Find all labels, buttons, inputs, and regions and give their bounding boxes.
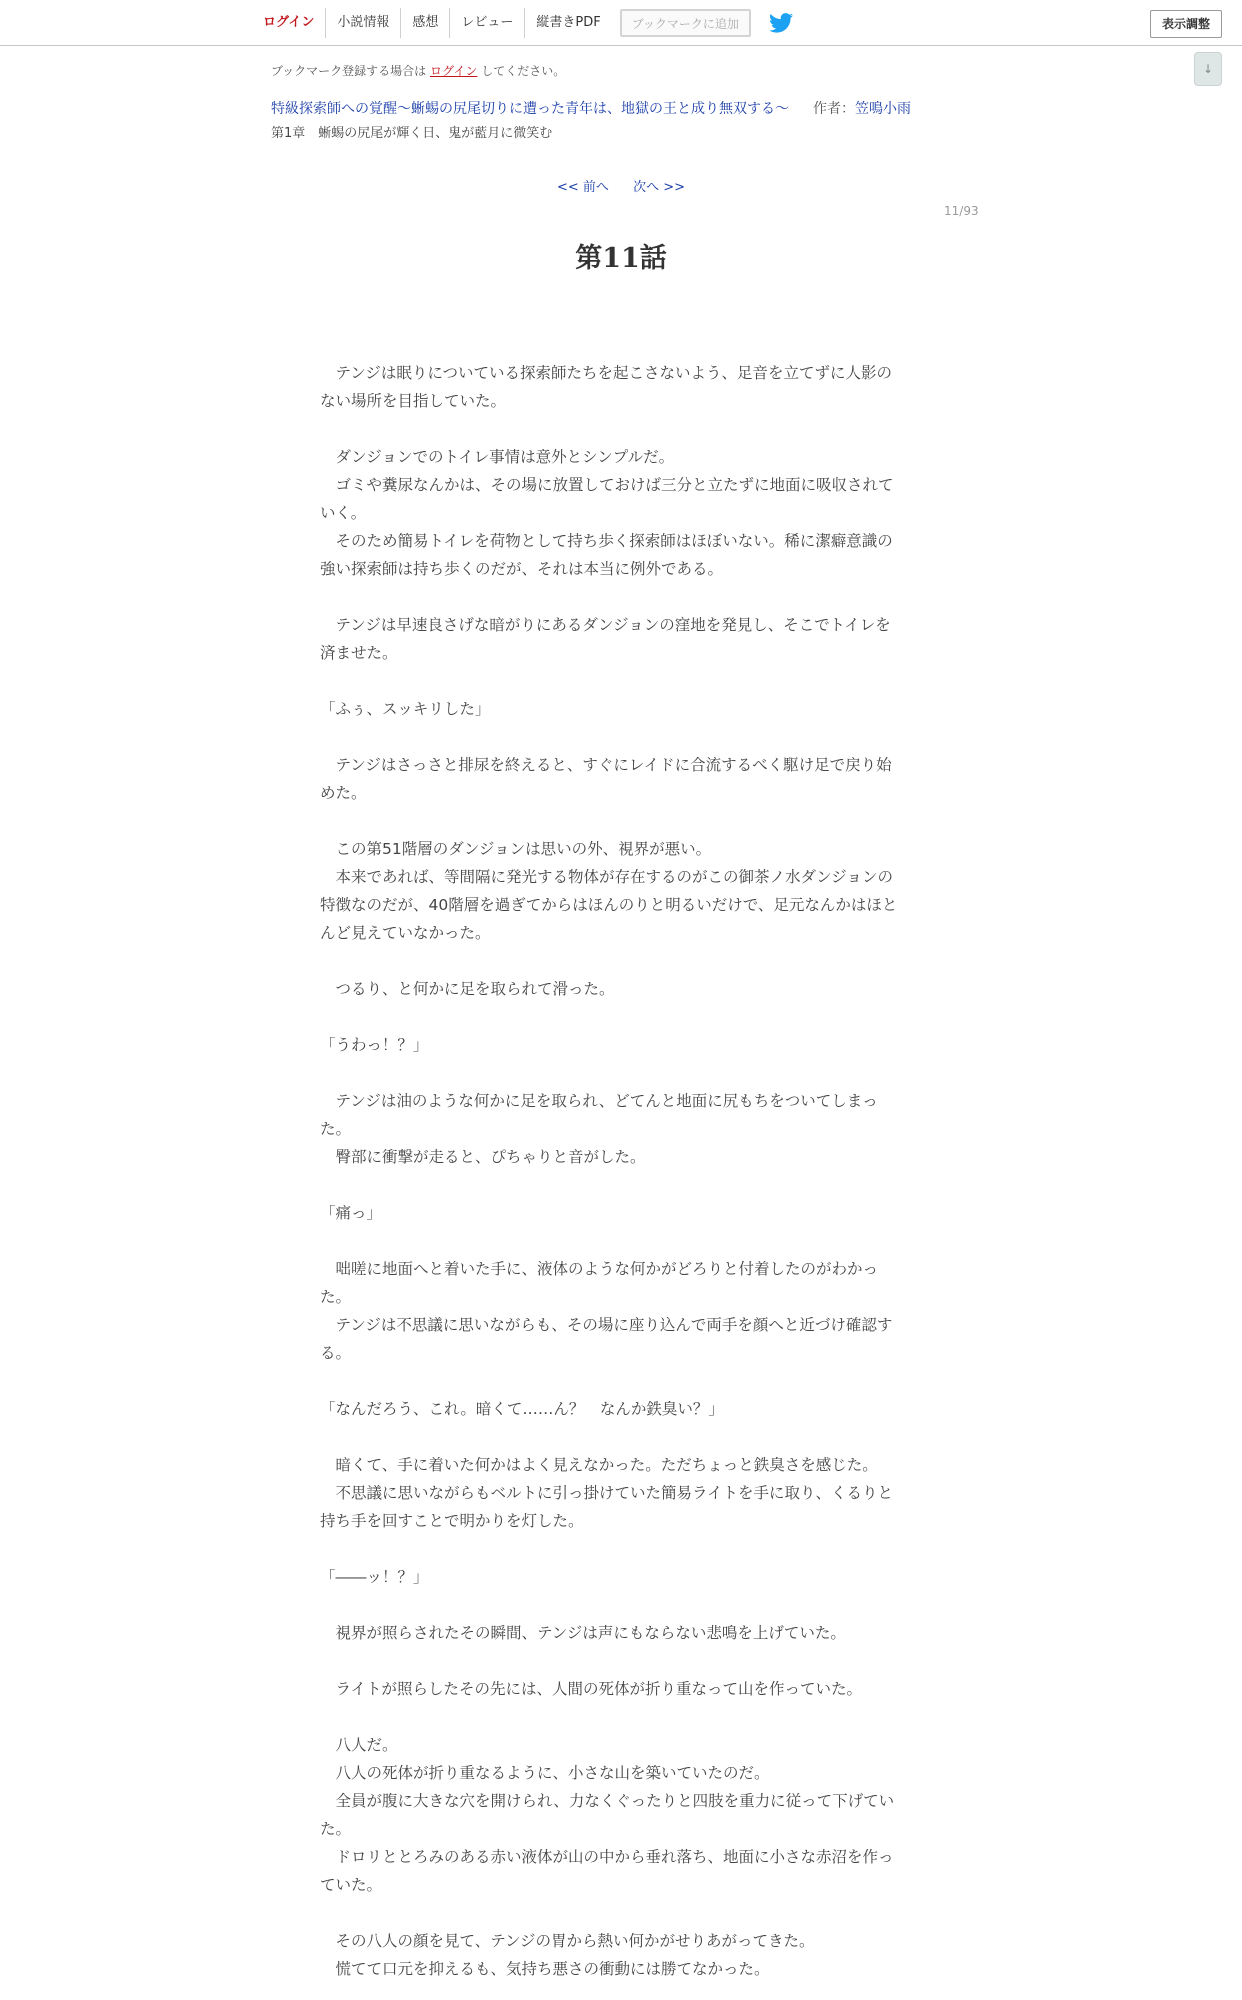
body-line bbox=[320, 1703, 920, 1731]
body-line bbox=[320, 1899, 920, 1927]
twitter-icon[interactable] bbox=[769, 12, 795, 34]
body-line bbox=[320, 1423, 920, 1451]
body-line: 全員が腹に大きな穴を開けられ、力なくぐったりと四肢を重力に従って下げてい bbox=[320, 1792, 895, 1810]
body-line bbox=[320, 1171, 920, 1199]
body-line bbox=[320, 1591, 920, 1619]
scroll-down-button[interactable]: ↓ bbox=[1194, 52, 1222, 86]
notice-login-link[interactable]: ログイン bbox=[429, 64, 478, 78]
body-line: る。 bbox=[320, 1344, 352, 1362]
body-line: 「――ッ！？」 bbox=[320, 1568, 429, 1586]
body-line: その八人の顔を見て、テンジの胃から熱い何かがせりあがってきた。 bbox=[320, 1932, 815, 1950]
body-line: この第51階層のダンジョンは思いの外、視界が悪い。 bbox=[320, 840, 712, 858]
body-line: 「ふぅ、スッキリした」 bbox=[320, 700, 491, 718]
chapter-title: 第1章 蜥蜴の尻尾が輝く日、鬼が藍月に微笑む bbox=[271, 126, 553, 141]
body-line: ゴミや糞尿なんかは、その場に放置しておけば三分と立たずに地面に吸収されて bbox=[320, 476, 894, 494]
body-line: ていた。 bbox=[320, 1876, 383, 1894]
body-line: そのため簡易トイレを荷物として持ち歩く探索師はほぼいない。稀に潔癖意識の bbox=[320, 532, 893, 550]
body-line: テンジは油のような何かに足を取られ、どてんと地面に尻もちをついてしまっ bbox=[320, 1092, 878, 1110]
episode-body bbox=[320, 359, 920, 1983]
body-line: 慌てて口元を抑えるも、気持ち悪さの衝動には勝てなかった。 bbox=[320, 1960, 770, 1978]
body-line: ドロリととろみのある赤い液体が山の中から垂れ落ち、地面に小さな赤沼を作っ bbox=[320, 1848, 894, 1866]
review-link[interactable]: レビュー bbox=[450, 8, 525, 38]
body-line: ライトが照らしたその先には、人間の死体が折り重なって山を作っていた。 bbox=[320, 1680, 863, 1698]
body-line: つるり、と何かに足を取られて滑った。 bbox=[320, 980, 615, 998]
episode-title: 第11話 bbox=[575, 243, 667, 274]
impressions-link[interactable]: 感想 bbox=[401, 8, 450, 38]
body-line: 「うわっ！？」 bbox=[320, 1036, 429, 1054]
body-line bbox=[320, 723, 920, 751]
body-line bbox=[320, 1059, 920, 1087]
body-line bbox=[320, 667, 920, 695]
body-line: 不思議に思いながらもベルトに引っ掛けていた簡易ライトを手に取り、くるりと bbox=[320, 1484, 894, 1502]
header-bar bbox=[0, 0, 1242, 46]
author-label: 作者： bbox=[813, 101, 855, 117]
body-line: ダンジョンでのトイレ事情は意外とシンプルだ。 bbox=[320, 448, 675, 466]
body-line: いく。 bbox=[320, 504, 367, 522]
body-line: テンジはさっさと排尿を終えると、すぐにレイドに合流するべく駆け足で戻り始 bbox=[320, 756, 892, 774]
body-line: 視界が照らされたその瞬間、テンジは声にもならない悲鳴を上げていた。 bbox=[320, 1624, 846, 1642]
notice-text-after: してください。 bbox=[477, 64, 566, 78]
body-line: 臀部に衝撃が走ると、ぴちゃりと音がした。 bbox=[320, 1148, 646, 1166]
body-line: めた。 bbox=[320, 784, 367, 802]
body-line: 特徴なのだが、40階層を過ぎてからはほんのりと明るいだけで、足元なんかはほと bbox=[320, 896, 898, 914]
episode-pager bbox=[0, 176, 1242, 195]
body-line: テンジは早速良さげな暗がりにあるダンジョンの窪地を発見し、そこでトイレを bbox=[320, 616, 891, 634]
notice-text-before: ブックマーク登録する場合は bbox=[271, 64, 430, 78]
body-line: 八人だ。 bbox=[320, 1736, 398, 1754]
body-line: 「なんだろう、これ。暗くて……ん？ なんか鉄臭い？」 bbox=[320, 1400, 724, 1418]
header-nav bbox=[252, 0, 795, 46]
body-line bbox=[320, 947, 920, 975]
body-line: 済ませた。 bbox=[320, 644, 398, 662]
body-line: た。 bbox=[320, 1820, 352, 1838]
body-line: 咄嗟に地面へと着いた手に、液体のような何かがどろりと付着したのがわかっ bbox=[320, 1260, 879, 1278]
body-line bbox=[320, 1367, 920, 1395]
body-line bbox=[320, 1647, 920, 1675]
author-link[interactable]: 笠鳴小雨 bbox=[855, 101, 911, 117]
body-line: 持ち手を回すことで明かりを灯した。 bbox=[320, 1512, 584, 1530]
novel-header bbox=[271, 98, 911, 118]
body-line: 暗くて、手に着いた何かはよく見えなかった。ただちょっと鉄臭さを感じた。 bbox=[320, 1456, 878, 1474]
body-line bbox=[320, 1535, 920, 1563]
body-line bbox=[320, 807, 920, 835]
body-line: ない場所を目指していた。 bbox=[320, 392, 507, 410]
body-line: た。 bbox=[320, 1288, 352, 1306]
body-line: 本来であれば、等間隔に発光する物体が存在するのがこの御茶ノ水ダンジョンの bbox=[320, 868, 893, 886]
body-line: テンジは眠りについている探索師たちを起こさないよう、足音を立てずに人影の bbox=[320, 364, 893, 382]
body-line bbox=[320, 415, 920, 443]
page-number: 11/93 bbox=[944, 204, 979, 218]
add-bookmark-button[interactable]: ブックマークに追加 bbox=[620, 9, 751, 37]
body-line: んど見えていなかった。 bbox=[320, 924, 491, 942]
display-settings-button[interactable]: 表示調整 bbox=[1150, 10, 1222, 38]
body-line bbox=[320, 1227, 920, 1255]
novel-info-link[interactable]: 小説情報 bbox=[326, 8, 401, 38]
body-line: 「痛っ」 bbox=[320, 1204, 383, 1222]
vertical-pdf-link[interactable]: 縦書きPDF bbox=[536, 15, 601, 30]
login-link[interactable]: ログイン bbox=[252, 8, 326, 38]
body-line bbox=[320, 1003, 920, 1031]
body-line: テンジは不思議に思いながらも、その場に座り込んで両手を顔へと近づけ確認す bbox=[320, 1316, 893, 1334]
body-line: た。 bbox=[320, 1120, 352, 1138]
body-line bbox=[320, 583, 920, 611]
body-line: 八人の死体が折り重なるように、小さな山を築いていたのだ。 bbox=[320, 1764, 770, 1782]
bookmark-notice bbox=[271, 62, 565, 79]
prev-link[interactable]: << 前へ bbox=[557, 180, 609, 195]
novel-title-link[interactable]: 特級探索師への覚醒～蜥蜴の尻尾切りに遭った青年は、地獄の王と成り無双する～ bbox=[271, 101, 789, 117]
body-line: 強い探索師は持ち歩くのだが、それは本当に例外である。 bbox=[320, 560, 724, 578]
next-link[interactable]: 次へ >> bbox=[633, 180, 685, 195]
